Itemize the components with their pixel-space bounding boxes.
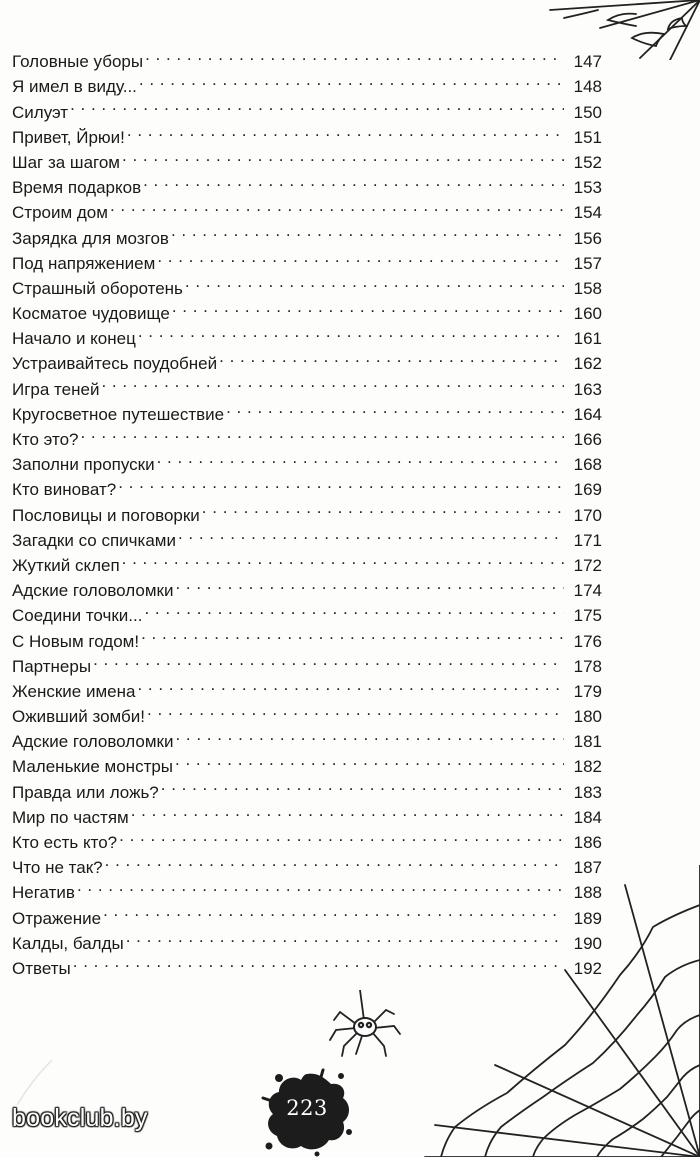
toc-leader-dots: [122, 143, 564, 168]
toc-entry-page: 186: [573, 833, 602, 852]
toc-entry-page: 147: [573, 52, 602, 72]
toc-entry-page: 187: [573, 858, 602, 878]
toc-entry-page: 181: [573, 732, 602, 752]
watermark: bookclub.by: [12, 1104, 148, 1132]
toc-entry-title: Адские головоломки: [12, 581, 174, 601]
toc-entry-page: 152: [573, 152, 602, 172]
toc-entry-page: 156: [573, 228, 602, 248]
toc-leader-dots: [70, 92, 564, 117]
page-number-badge: [259, 1062, 355, 1158]
toc-leader-dots: [139, 67, 564, 92]
toc-entry-page: 176: [573, 631, 602, 651]
toc-entry-page: 175: [573, 606, 602, 626]
toc-entry-page: 192: [573, 958, 602, 978]
toc-entry-page: 162: [573, 354, 602, 374]
toc-entry-title: Жуткий склеп: [12, 555, 120, 575]
toc-entry-page: 180: [573, 707, 602, 727]
toc-leader-dots: [126, 924, 564, 949]
toc-leader-dots: [77, 873, 564, 898]
toc-leader-dots: [202, 495, 564, 520]
toc-leader-dots: [103, 898, 564, 923]
toc-leader-dots: [127, 118, 564, 143]
faint-decor-line: [12, 1050, 72, 1110]
toc-entry: [12, 672, 602, 701]
toc-leader-dots: [131, 798, 564, 823]
toc-entry-title: Соедини точки...: [12, 606, 143, 626]
toc-entry-page: 166: [573, 430, 602, 449]
toc-entry-title: Головные уборы: [12, 52, 144, 72]
toc-entry-page: 151: [573, 127, 602, 147]
toc-entry-page: 184: [573, 807, 602, 827]
toc-leader-dots: [110, 193, 564, 218]
toc-entry-title: Кто есть кто?: [12, 833, 118, 852]
toc-entry-title: Правда или ложь?: [12, 782, 159, 802]
toc-leader-dots: [145, 42, 564, 67]
toc-leader-dots: [119, 823, 564, 848]
toc-leader-dots: [171, 218, 564, 243]
toc-leader-dots: [105, 848, 564, 873]
toc-entry-page: 168: [573, 455, 602, 475]
toc-leader-dots: [138, 319, 564, 344]
toc-entry-title: Игра теней: [12, 379, 100, 399]
toc-leader-dots: [219, 344, 564, 369]
toc-entry-title: Кругосветное путешествие: [12, 404, 225, 424]
toc-leader-dots: [175, 722, 564, 747]
toc-entry-title: Косматое чудовище: [12, 304, 170, 324]
toc-entry: [12, 898, 602, 928]
toc-entry-page: 163: [573, 379, 602, 399]
toc-entry-title: Адские головоломки: [12, 732, 174, 752]
toc-entry: [12, 42, 602, 72]
toc-leader-dots: [143, 168, 564, 193]
toc-leader-dots: [73, 949, 564, 974]
toc-leader-dots: [185, 269, 564, 294]
toc-entry-title: Начало и конец: [12, 329, 136, 349]
toc-leader-dots: [157, 244, 564, 269]
toc-leader-dots: [147, 697, 564, 722]
toc-entry-page: 190: [573, 933, 602, 953]
toc-entry: [12, 873, 602, 903]
toc-entry-title: Маленькие монстры: [12, 757, 174, 777]
toc-entry-page: 160: [573, 304, 602, 324]
toc-entry-title: Калды, балды: [12, 933, 124, 953]
toc-leader-dots: [137, 672, 564, 697]
toc-entry-page: 179: [573, 681, 602, 701]
toc-entry-title: Пословицы и поговорки: [12, 505, 200, 525]
toc-entry: [12, 647, 602, 676]
toc-entry: [12, 949, 602, 978]
toc-entry-title: Оживший зомби!: [12, 707, 145, 727]
toc-entry-title: Мир по частям: [12, 807, 129, 827]
toc-entry-page: 148: [573, 77, 602, 97]
toc-entry-page: 169: [573, 480, 602, 500]
toc-entry-page: 161: [573, 329, 602, 349]
toc-entry-page: 170: [573, 505, 602, 525]
toc-entry-title: Кто это?: [12, 430, 79, 449]
toc-entry-title: Зарядка для мозгов: [12, 228, 169, 248]
toc-entry-title: С Новым годом!: [12, 631, 140, 651]
toc-entry: [12, 118, 602, 147]
toc-leader-dots: [161, 772, 564, 797]
toc-entry-title: Кто виноват?: [12, 480, 117, 500]
toc-entry-page: 183: [573, 782, 602, 802]
toc-entry-page: 157: [573, 253, 602, 273]
toc-entry-title: Время подарков: [12, 178, 142, 198]
toc-leader-dots: [144, 596, 564, 621]
toc-entry-title: Строим дом: [12, 203, 108, 223]
toc-leader-dots: [226, 395, 564, 420]
table-of-contents: [12, 42, 602, 978]
toc-leader-dots: [178, 521, 564, 546]
toc-entry-page: 182: [573, 757, 602, 777]
toc-entry-title: Заполни пропуски: [12, 455, 155, 475]
toc-entry-title: Страшный оборотень: [12, 278, 183, 298]
toc-leader-dots: [157, 445, 564, 470]
toc-entry-page: 178: [573, 656, 602, 676]
toc-entry-title: Устраивайтесь поудобней: [12, 354, 218, 374]
toc-entry-title: Шаг за шагом: [12, 152, 120, 172]
toc-entry-page: 153: [573, 178, 602, 198]
toc-entry-title: Что не так?: [12, 858, 103, 878]
toc-entry-title: Силуэт: [12, 102, 69, 122]
toc-leader-dots: [101, 369, 564, 394]
toc-entry-title: Партнеры: [12, 656, 92, 676]
toc-entry-page: 189: [573, 908, 602, 928]
toc-entry-title: Под напряжением: [12, 253, 156, 273]
toc-entry-title: Негатив: [12, 883, 75, 903]
toc-entry-page: 154: [573, 203, 602, 223]
spider-icon: [326, 990, 402, 1060]
toc-entry-page: 150: [573, 102, 602, 122]
toc-entry-page: 174: [573, 581, 602, 601]
toc-entry: [12, 369, 602, 399]
page-number: 223: [286, 1096, 328, 1120]
toc-entry: [12, 420, 602, 449]
toc-leader-dots: [122, 546, 564, 571]
toc-entry-title: Привет, Йрюи!: [12, 127, 125, 147]
toc-entry-page: 172: [573, 555, 602, 575]
toc-leader-dots: [141, 621, 564, 646]
toc-entry: [12, 445, 602, 475]
toc-leader-dots: [93, 647, 564, 672]
toc-entry-page: 188: [573, 883, 602, 903]
toc-entry-title: Загадки со спичками: [12, 530, 176, 550]
toc-leader-dots: [175, 571, 564, 596]
toc-leader-dots: [118, 470, 564, 495]
toc-entry: [12, 92, 602, 122]
toc-entry-page: 171: [573, 530, 602, 550]
toc-entry-title: Ответы: [12, 958, 71, 978]
toc-entry-title: Женские имена: [12, 681, 136, 701]
toc-entry-title: Отражение: [12, 908, 102, 928]
toc-leader-dots: [175, 747, 564, 772]
toc-leader-dots: [172, 294, 564, 319]
toc-entry-page: 158: [573, 278, 602, 298]
toc-leader-dots: [80, 420, 564, 445]
toc-entry-title: Я имел в виду...: [12, 77, 137, 97]
toc-entry-page: 164: [573, 404, 602, 424]
